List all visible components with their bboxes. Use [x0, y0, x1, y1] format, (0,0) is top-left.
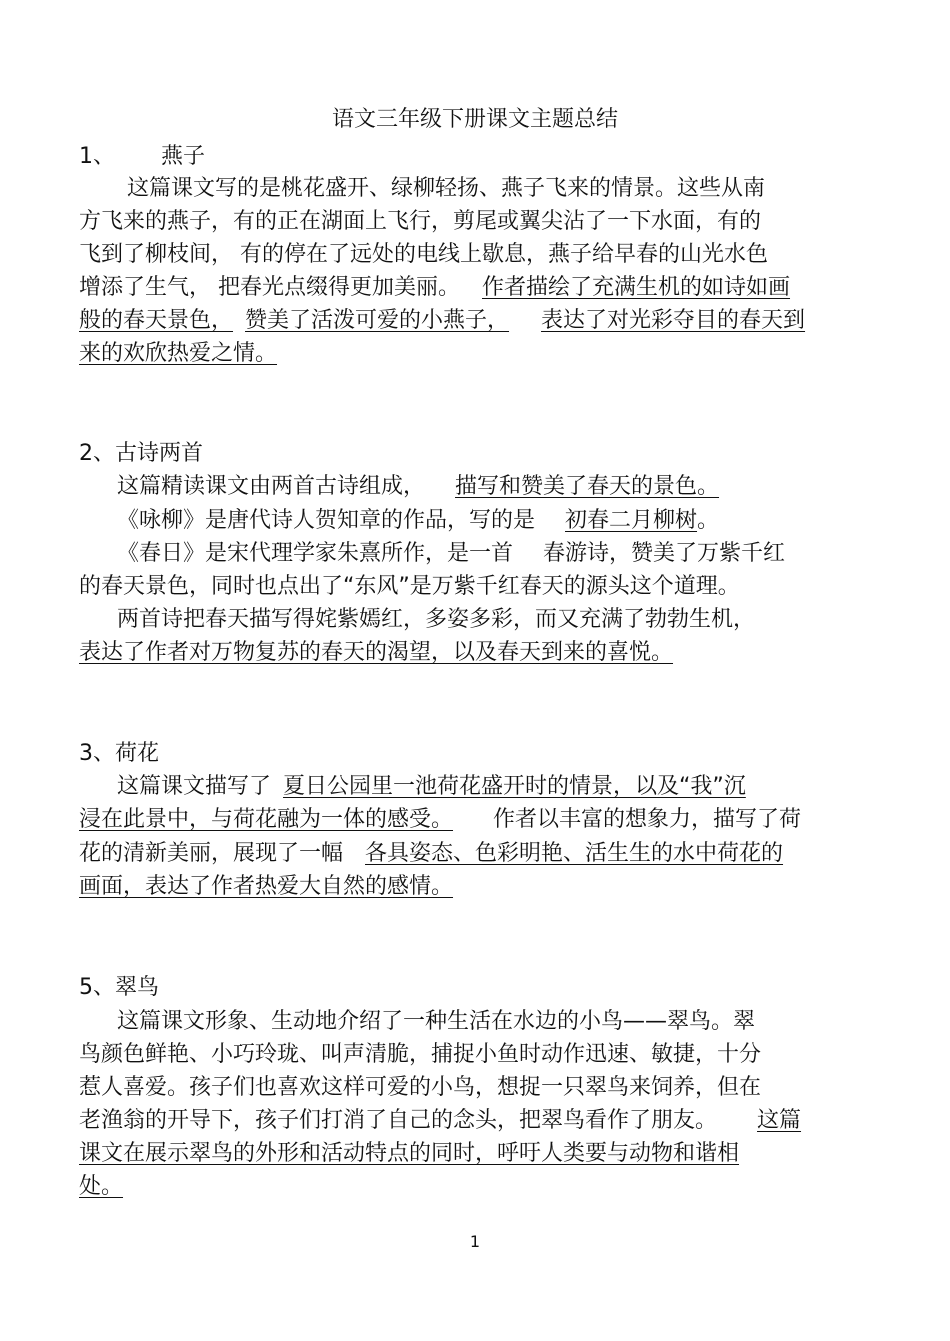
section-5-line-6: 处。 [79, 1174, 124, 1199]
section-3-line-1-text: 这篇课文描写了 [117, 774, 272, 799]
section-3-line-4: 画面，表达了作者热爱大自然的感情。 [79, 874, 454, 899]
section-3-theme-2: 浸在此景中，与荷花融为一体的感受。 [79, 807, 454, 832]
section-5-heading: 5、翠鸟 [79, 975, 159, 1000]
section-3-line-3 [79, 840, 783, 868]
section-5-line-2: 鸟颜色鲜艳、小巧玲珑、叫声清脆，捕捉小鱼时动作迅速、敏捷，十分 [79, 1042, 762, 1067]
section-1-line-5 [79, 307, 805, 335]
page-number: 1 [469, 1232, 481, 1251]
section-2-answer: 初春二月柳树 [565, 508, 698, 533]
section-2-line-3-cont: 春游诗，赞美了万紫千红 [543, 541, 786, 566]
section-3-heading: 3、荷花 [79, 741, 159, 766]
section-1-theme-1: 作者描绘了充满生机的如诗如画 [482, 275, 791, 300]
section-1-line-2: 方飞来的燕子，有的正在湖面上飞行，剪尾或翼尖沾了一下水面，有的 [79, 209, 762, 234]
section-3-line-2 [79, 806, 801, 834]
section-1-theme-3: 赞美了活泼可爱的小燕子， [245, 308, 510, 333]
document-title: 语文三年级下册课文主题总结 [331, 107, 618, 132]
section-2-line-2 [117, 507, 719, 535]
section-5-line-3: 惹人喜爱。孩子们也喜欢这样可爱的小鸟，想捉一只翠鸟来饲养，但在 [79, 1075, 762, 1100]
section-1-line-3: 飞到了柳枝间， 有的停在了远处的电线上歇息，燕子给早春的山光水色 [79, 242, 768, 267]
section-3-theme-3: 各具姿态、色彩明艳、活生生的水中荷花的 [365, 841, 784, 866]
section-3-line-1 [117, 773, 746, 801]
section-2-line-1-text: 这篇精读课文由两首古诗组成， [117, 474, 426, 499]
section-1-theme-2: 般的春天景色， [79, 308, 234, 333]
section-3-line-2-text: 作者以丰富的想象力，描写了荷 [493, 807, 802, 832]
section-5-line-5: 课文在展示翠鸟的外形和活动特点的同时，呼吁人类要与动物和谐相 [79, 1141, 740, 1166]
section-2-line-2-end: 。 [697, 508, 720, 533]
section-3-line-3-text: 花的清新美丽，展现了一幅 [79, 841, 344, 866]
section-5-theme-1: 这篇 [757, 1108, 802, 1133]
section-2-line-4: 的春天景色，同时也点出了“东风”是万紫千红春天的源头这个道理。 [79, 574, 740, 599]
section-5-line-1: 这篇课文形象、生动地介绍了一种生活在水边的小鸟——翠鸟。翠 [117, 1009, 756, 1034]
section-2-heading: 2、古诗两首 [79, 441, 203, 466]
section-5-line-4-text: 老渔翁的开导下，孩子们打消了自己的念头，把翠鸟看作了朋友。 [79, 1108, 718, 1133]
section-5-line-4 [79, 1107, 801, 1135]
section-1-line-4-text: 增添了生气， 把春光点缀得更加美丽。 [79, 275, 460, 300]
section-1-line-6: 来的欢欣热爱之情。 [79, 341, 278, 366]
section-2-line-3-text: 《春日》是宋代理学家朱熹所作，是一首 [117, 541, 514, 566]
section-2-line-2-text: 《咏柳》是唐代诗人贺知章的作品，写的是 [117, 508, 536, 533]
section-1-title: 燕子 [161, 144, 206, 169]
section-2-theme: 描写和赞美了春天的景色。 [455, 474, 720, 499]
section-1-number: 1、 [79, 144, 115, 169]
section-2-line-6: 表达了作者对万物复苏的春天的渴望，以及春天到来的喜悦。 [79, 640, 674, 665]
section-1-line-1: 这篇课文写的是桃花盛开、绿柳轻扬、燕子飞来的情景。这些从南 [127, 176, 766, 201]
section-2-line-5: 两首诗把春天描写得姹紫嫣红，多姿多彩，而又充满了勃勃生机， [117, 607, 756, 632]
section-2-line-1 [117, 473, 719, 501]
section-1-line-4 [79, 274, 790, 302]
section-1-theme-4: 表达了对光彩夺目的春天到 [541, 308, 806, 333]
section-1-heading [79, 143, 205, 171]
section-3-theme-1: 夏日公园里一池荷花盛开时的情景，以及“我”沉 [283, 774, 746, 799]
section-2-line-3 [117, 540, 785, 568]
